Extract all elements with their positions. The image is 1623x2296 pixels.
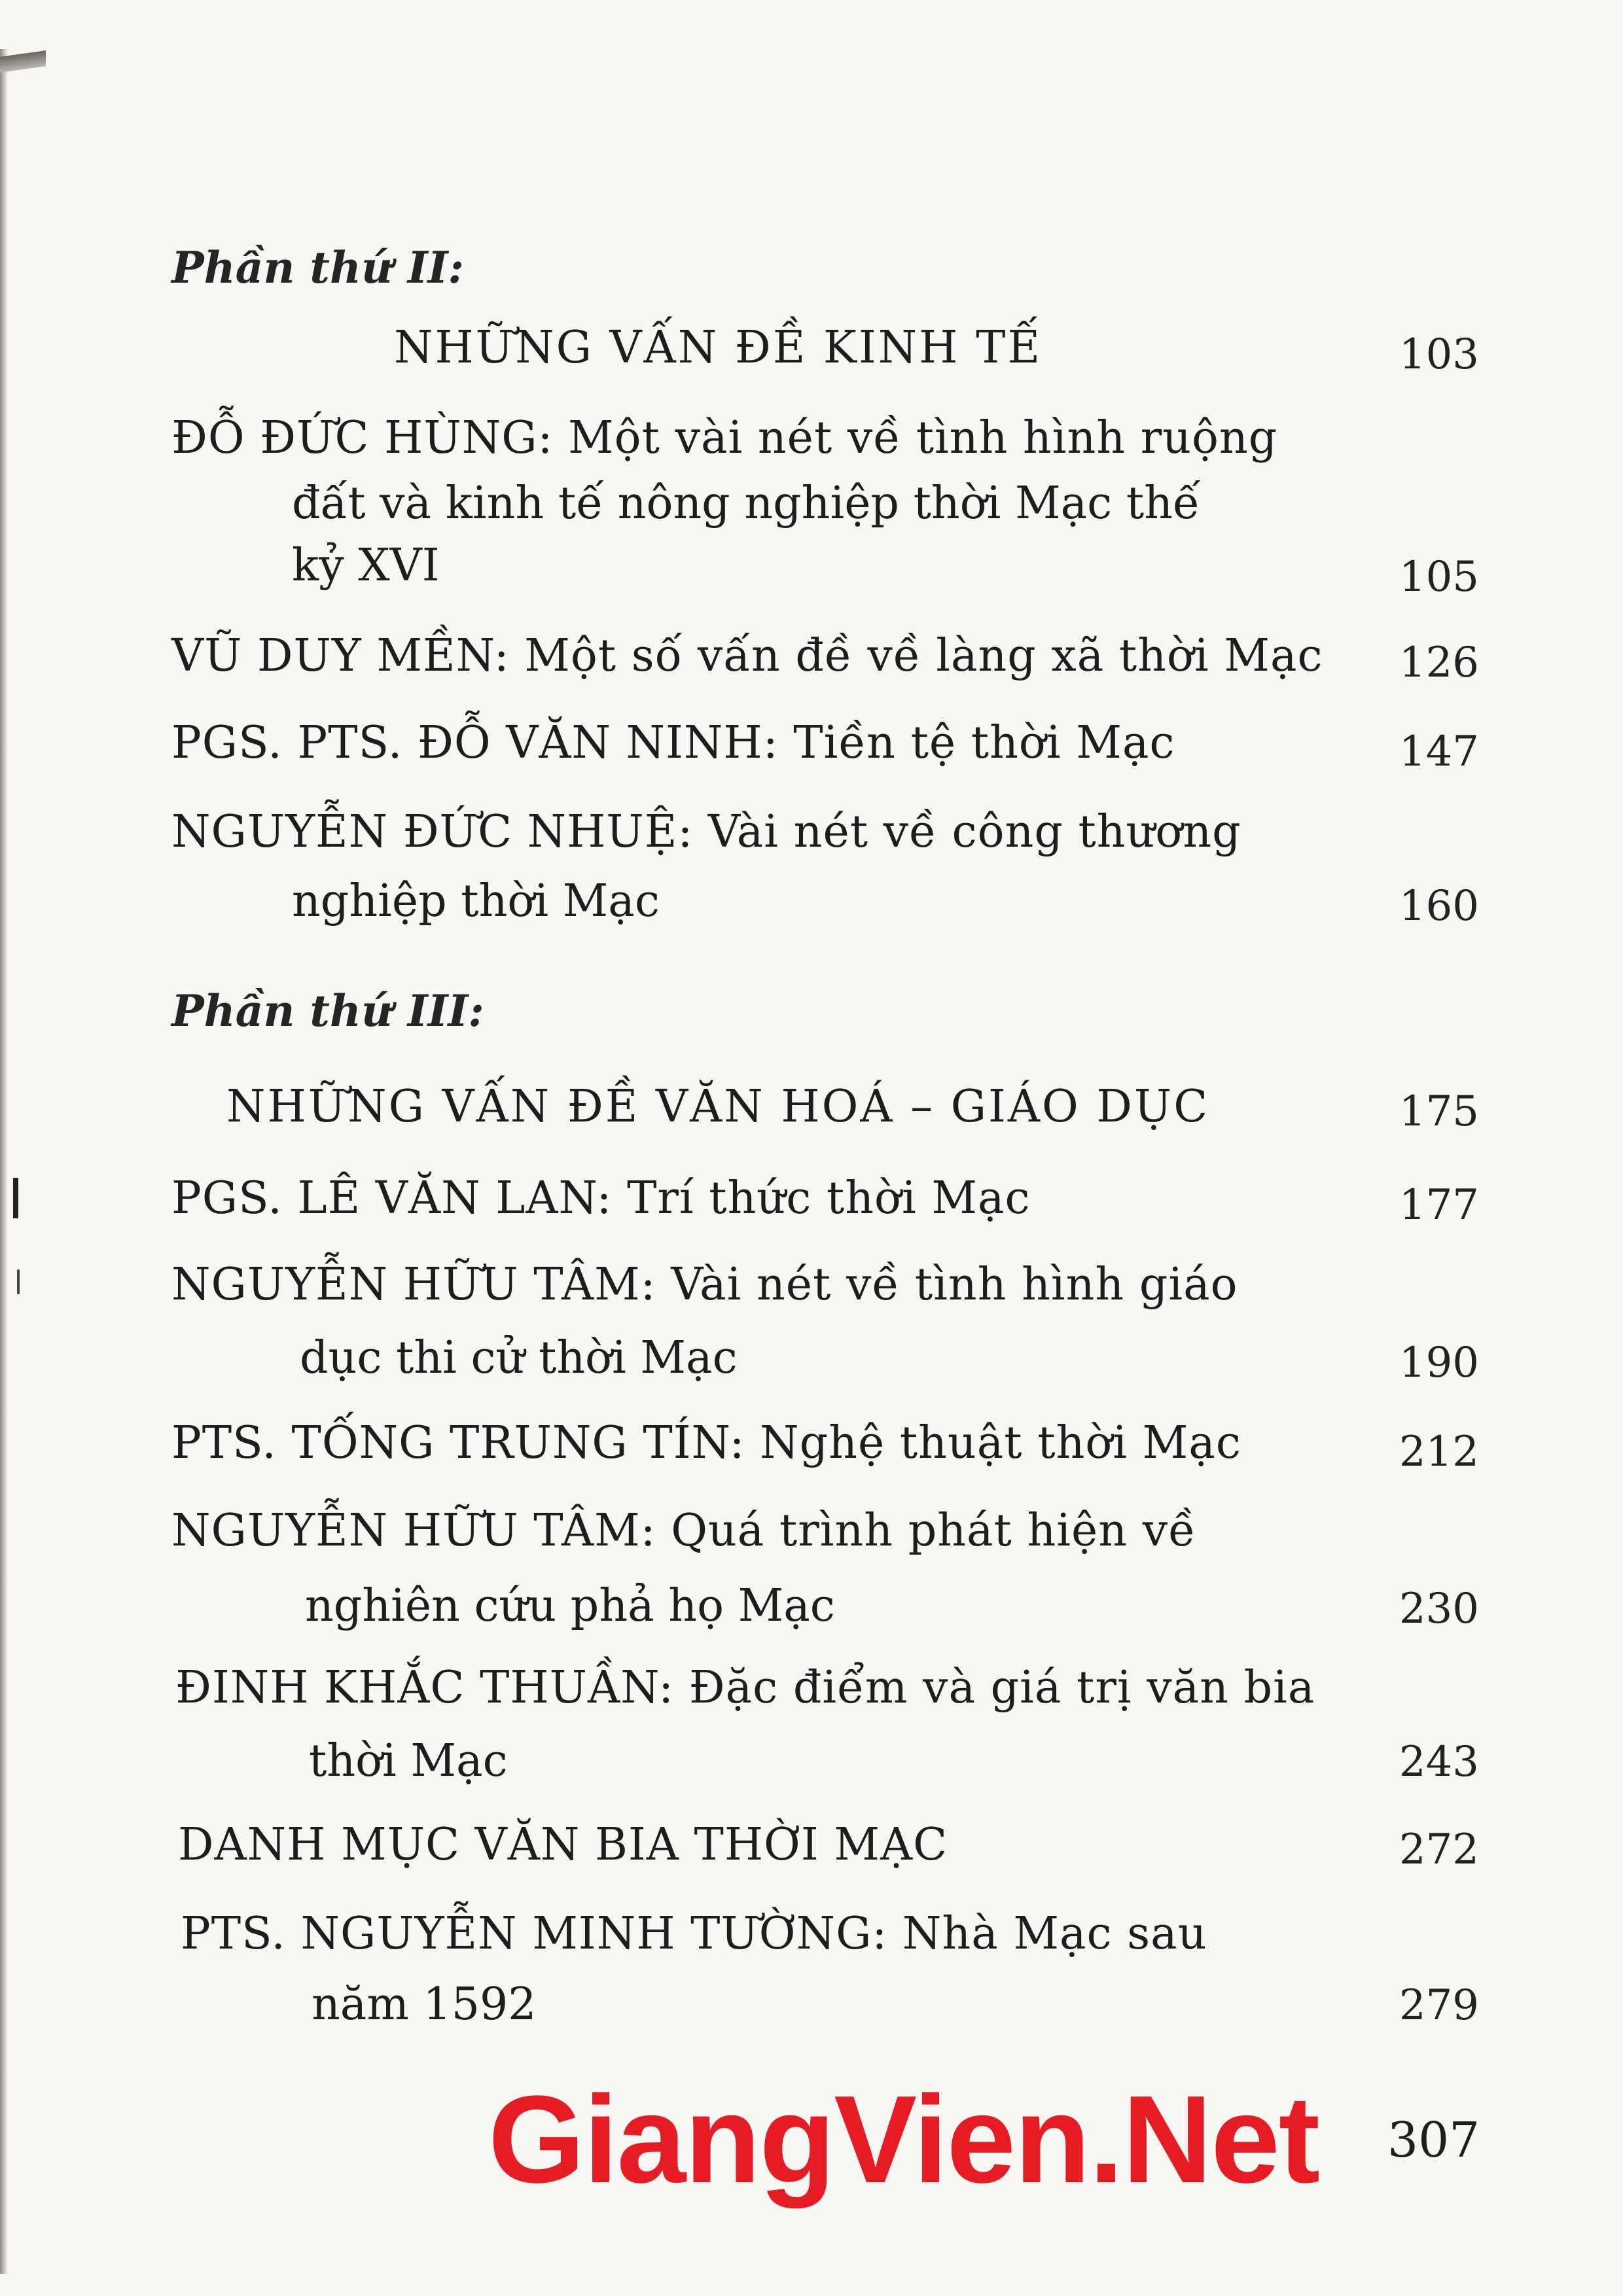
section-label: Phần thứ II: [171,242,464,293]
site-watermark: GiangVien.Net [488,2070,1319,2209]
toc-entry-line: NGUYỄN HỮU TÂM: Vài nét về tình hình giáo [171,1259,1238,1311]
page-number: 147 [1399,728,1479,776]
toc-entry-line: đất và kinh tế nông nghiệp thời Mạc thế [292,478,1200,529]
margin-mark [17,1269,20,1294]
section-heading: NHỮNG VẤN ĐỀ KINH TẾ [394,322,1043,374]
page-folio: 307 [1387,2112,1480,2168]
page-number: 175 [1399,1087,1479,1136]
toc-entry-line: PGS. LÊ VĂN LAN: Trí thức thời Mạc [171,1173,1031,1224]
page-number: 243 [1399,1738,1479,1786]
page-number: 279 [1399,1981,1479,2030]
page-number: 103 [1399,330,1479,379]
toc-entry-line: PTS. NGUYỄN MINH TƯỜNG: Nhà Mạc sau [181,1908,1207,1960]
page-number: 190 [1399,1339,1479,1387]
toc-entry-line: nghiệp thời Mạc [292,875,660,927]
page-number: 272 [1399,1826,1479,1874]
page-number: 177 [1399,1181,1479,1229]
page-number: 160 [1399,882,1479,930]
toc-entry-line: ĐINH KHẮC THUẦN: Đặc điểm và giá trị văn bia [175,1662,1315,1714]
page-number: 105 [1399,553,1479,601]
toc-entry-line: năm 1592 [312,1979,537,2030]
toc-entry-line: PTS. TỐNG TRUNG TÍN: Nghệ thuật thời Mạc [171,1417,1241,1469]
toc-entry-line: VŨ DUY MỀN: Một số vấn đề về làng xã thời Mạc [171,630,1323,682]
toc-entry-line: kỷ XVI [292,540,440,592]
toc-entry-line: PGS. PTS. ĐỖ VĂN NINH: Tiền tệ thời Mạc [171,717,1175,769]
section-heading: NHỮNG VẤN ĐỀ VĂN HOÁ – GIÁO DỤC [226,1081,1210,1133]
toc-entry-line: NGUYỄN HỮU TÂM: Quá trình phát hiện về [171,1505,1196,1557]
toc-entry-line: nghiên cứu phả họ Mạc [305,1580,835,1632]
section-label: Phần thứ III: [171,985,484,1036]
toc-entry-line: dục thi cử thời Mạc [300,1332,738,1384]
margin-mark [13,1178,18,1218]
page-left-edge [0,49,8,2274]
page-number: 230 [1399,1585,1479,1633]
toc-entry-line: thời Mạc [309,1735,508,1787]
toc-entry-line: NGUYỄN ĐỨC NHUỆ: Vài nét về công thương [171,806,1241,858]
toc-entry-line: DANH MỤC VĂN BIA THỜI MẠC [178,1819,948,1871]
page-number: 126 [1399,639,1479,687]
page-number: 212 [1399,1428,1479,1476]
toc-entry-line: ĐỖ ĐỨC HÙNG: Một vài nét về tình hình ruộng [171,412,1278,464]
